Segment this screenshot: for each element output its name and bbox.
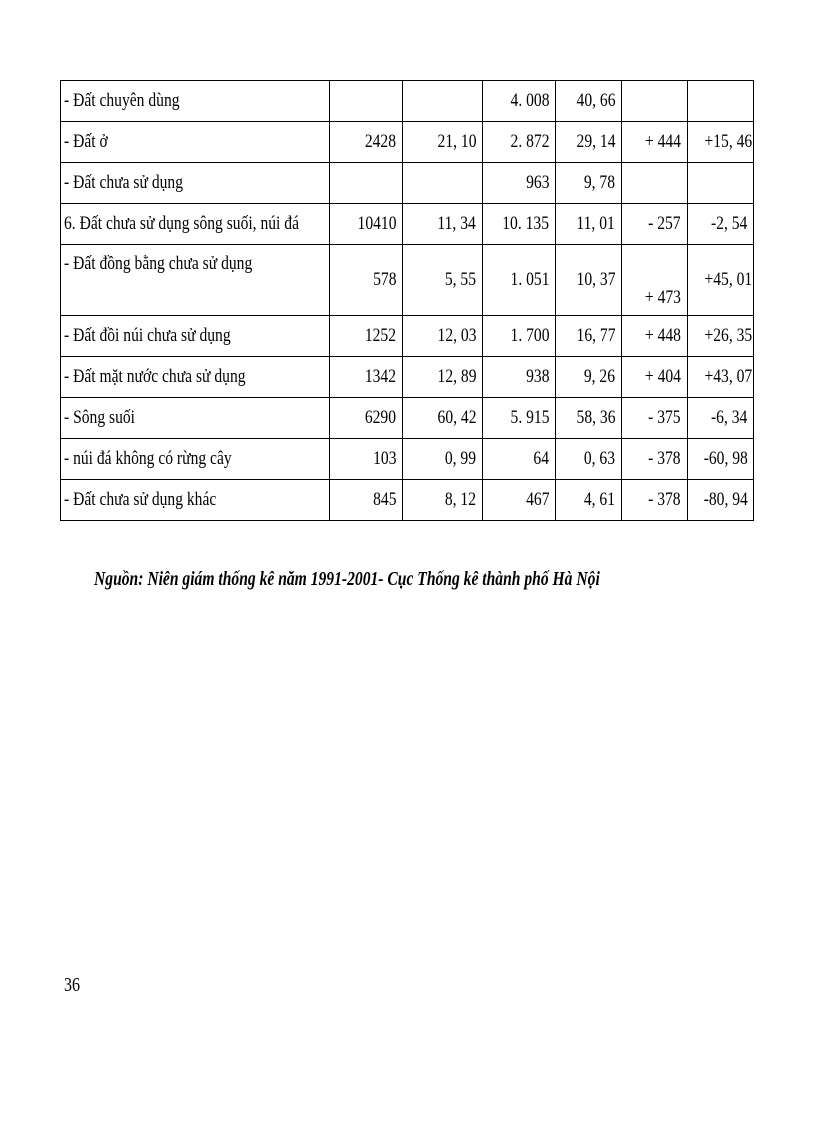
cell-change-percent: -60, 98 [703,448,748,469]
cell-change-percent: -6, 34 [710,407,747,428]
cell-2001-area: 64 [533,448,549,469]
cell-1991-percent: 5, 55 [444,269,476,290]
row-label: - Đất chuyên dùng [64,90,180,111]
row-label: - Đất đồi núi chưa sử dụng [64,325,231,346]
cell-1991-percent: 60, 42 [437,407,476,428]
page-number [64,974,84,997]
cell-1991-percent: 0, 99 [444,448,476,469]
cell-2001-area: 1. 051 [510,269,549,290]
table-row [61,122,754,163]
cell-change-percent: +43, 07 [704,366,753,387]
table-row [61,480,754,521]
cell-change-area: - 378 [648,489,681,510]
cell-2001-percent: 4, 61 [583,489,615,510]
row-label: - Đất ở [64,131,108,152]
cell-change-percent: -2, 54 [710,213,747,234]
table-row [61,398,754,439]
cell-2001-percent: 16, 77 [576,325,615,346]
table-row [61,81,754,122]
cell-1991-percent: 21, 10 [437,131,476,152]
table-row [61,316,754,357]
cell-2001-percent: 0, 63 [583,448,615,469]
cell-change-area: - 375 [648,407,681,428]
cell-change-area: - 257 [648,213,681,234]
cell-2001-percent: 9, 78 [583,172,615,193]
row-label: - Đất chưa sử dụng khác [64,489,217,510]
cell-1991-area: 103 [372,448,396,469]
cell-2001-percent: 11, 01 [576,213,615,234]
cell-1991-percent: 8, 12 [444,489,476,510]
cell-change-percent: -80, 94 [703,489,748,510]
cell-2001-area: 2. 872 [510,131,549,152]
land-use-table [60,80,754,521]
cell-2001-area: 938 [525,366,549,387]
table-row [61,245,754,316]
table-row [61,163,754,204]
table-row [61,204,754,245]
row-label: - núi đá không có rừng cây [64,448,232,469]
cell-1991-area: 6290 [364,407,396,428]
cell-2001-percent: 10, 37 [576,269,615,290]
cell-change-area: + 473 [644,287,681,308]
cell-1991-percent: 11, 34 [437,213,476,234]
cell-2001-area: 5. 915 [510,407,549,428]
cell-2001-area: 467 [525,489,549,510]
page-number-text: 36 [64,974,80,996]
cell-2001-percent: 29, 14 [576,131,615,152]
table-row [61,357,754,398]
cell-change-percent: +15, 46 [704,131,753,152]
cell-change-area: - 378 [648,448,681,469]
row-label: - Đất đồng bằng chưa sử dụng [64,253,253,274]
cell-2001-area: 10. 135 [502,213,549,234]
cell-2001-percent: 40, 66 [576,90,615,111]
cell-change-area: + 448 [644,325,681,346]
cell-2001-area: 4. 008 [510,90,549,111]
cell-2001-percent: 9, 26 [583,366,615,387]
cell-change-percent: +26, 35 [704,325,753,346]
cell-1991-area: 1342 [364,366,396,387]
row-label: 6. Đất chưa sử dụng sông suối, núi đá [64,213,299,234]
cell-change-area: + 404 [644,366,681,387]
cell-1991-area: 10410 [357,213,396,234]
cell-change-percent: +45, 01 [704,269,753,290]
cell-1991-percent: 12, 03 [437,325,476,346]
row-label: - Sông suối [64,407,135,428]
cell-1991-percent: 12, 89 [437,366,476,387]
cell-2001-area: 963 [525,172,549,193]
row-label: - Đất chưa sử dụng [64,172,184,193]
cell-1991-area: 1252 [364,325,396,346]
source-note [94,568,742,591]
cell-1991-area: 845 [372,489,396,510]
cell-1991-area: 2428 [364,131,396,152]
cell-2001-percent: 58, 36 [576,407,615,428]
cell-1991-area: 578 [372,269,396,290]
source-note-text: Nguồn: Niên giám thống kê năm 1991-2001- Cục Thống kê thành phố Hà Nội [94,568,600,590]
table-row [61,439,754,480]
row-label: - Đất mặt nước chưa sử dụng [64,366,246,387]
cell-2001-area: 1. 700 [510,325,549,346]
cell-change-area: + 444 [644,131,681,152]
